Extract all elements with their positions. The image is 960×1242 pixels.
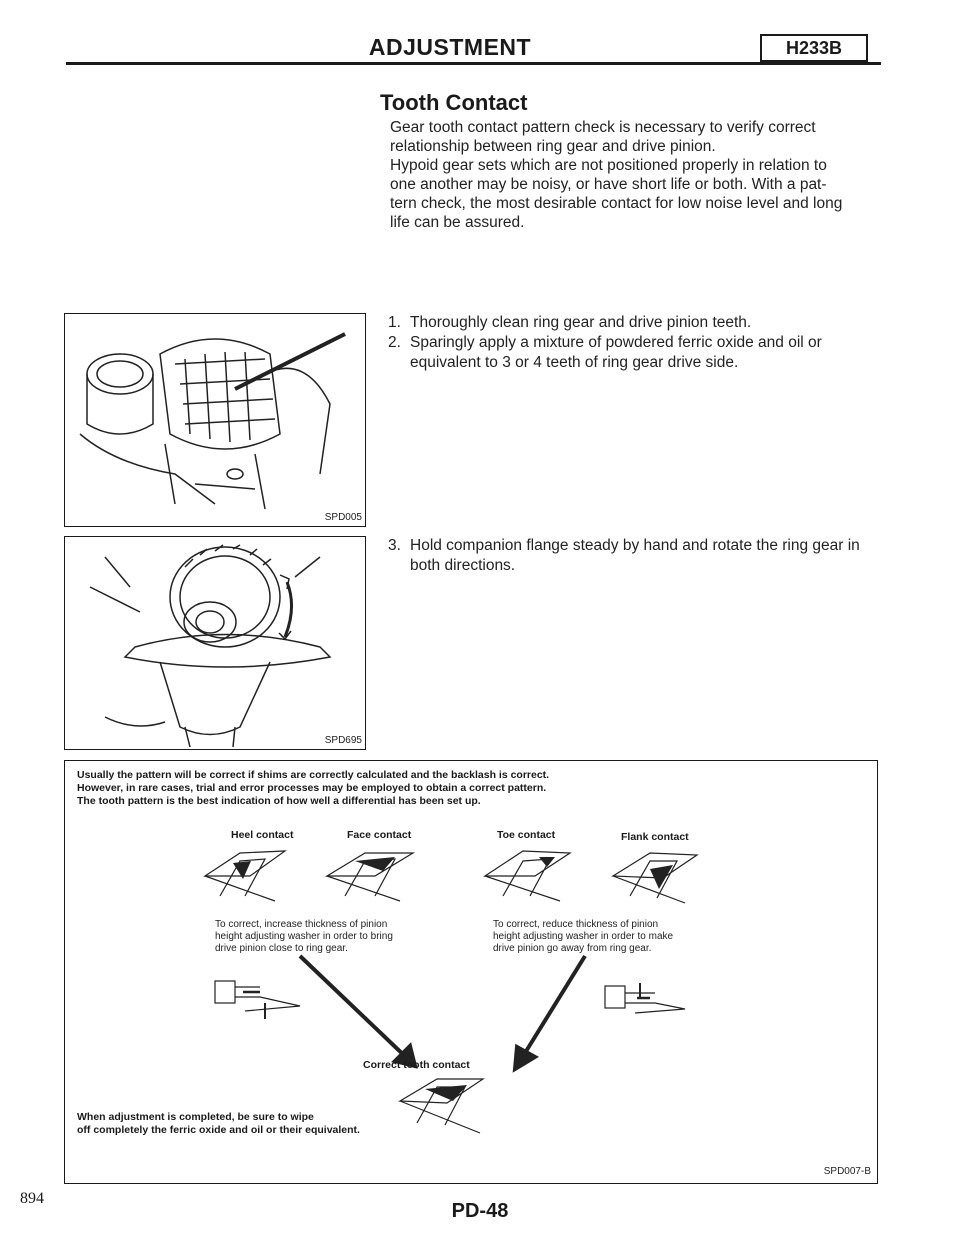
flank-contact-label: Flank contact (621, 831, 689, 843)
step-text: Sparingly apply a mixture of powdered ferric oxide and oil or equivalent to 3 or 4 teeth of ring gear drive side. (410, 334, 822, 371)
note-line: Usually the pattern will be correct if shims are correctly calculated and the backlash is correct. (77, 769, 550, 781)
correction-line: drive pinion close to ring gear. (215, 943, 348, 954)
figure-code: SPD007-B (823, 1166, 871, 1177)
step-1 (388, 313, 880, 333)
step-number: 2. (388, 334, 401, 351)
figure-apply-ferric-oxide (64, 313, 366, 527)
header-rule (66, 62, 881, 65)
intro-line: tern check, the most desirable contact for low noise level and long (390, 195, 843, 212)
final-note (77, 1111, 360, 1137)
correction-line: height adjusting washer in order to bring (215, 931, 393, 942)
toe-contact-label: Toe contact (497, 829, 556, 841)
left-correction-text (215, 919, 393, 955)
intro-line: Hypoid gear sets which are not positioned properly in relation to (390, 157, 827, 174)
left-page-number: 894 (20, 1190, 44, 1207)
note-line: However, in rare cases, trial and error processes may be employed to obtain a correct pattern. (77, 782, 547, 794)
section-code-badge: H233B (760, 34, 868, 62)
intro-line: life can be assured. (390, 214, 525, 231)
intro-line: one another may be noisy, or have short life or both. With a pat- (390, 176, 827, 193)
tooth-contact-diagram-box (64, 760, 878, 1184)
final-note-line: off completely the ferric oxide and oil or their equivalent. (77, 1124, 360, 1136)
differential-rotation-illustration (65, 537, 365, 749)
right-correction-text (493, 919, 673, 955)
step-text: Hold companion flange steady by hand and rotate the ring gear in both directions. (410, 537, 860, 574)
figure-rotate-ring-gear (64, 536, 366, 750)
intro-line: relationship between ring gear and drive pinion. (390, 138, 716, 155)
face-contact-label: Face contact (347, 829, 412, 841)
step-2 (388, 333, 880, 373)
figure-code: SPD005 (324, 512, 362, 523)
final-note-line: When adjustment is completed, be sure to wipe (77, 1111, 314, 1123)
correction-line: To correct, increase thickness of pinion (215, 919, 388, 930)
page-heading: ADJUSTMENT (368, 34, 532, 60)
step-3 (388, 536, 880, 576)
intro-line: Gear tooth contact pattern check is necessary to verify correct (390, 119, 816, 136)
gear-cleaning-illustration (65, 314, 365, 526)
page-number: PD-48 (451, 1200, 509, 1222)
step-text: Thoroughly clean ring gear and drive pinion teeth. (410, 314, 752, 331)
step-number: 1. (388, 314, 401, 331)
correction-line: height adjusting washer in order to make (493, 931, 674, 942)
figure-code: SPD695 (324, 735, 362, 746)
correction-line: To correct, reduce thickness of pinion (493, 919, 659, 930)
correction-line: drive pinion go away from ring gear. (493, 943, 652, 954)
section-title: Tooth Contact (380, 90, 528, 115)
step-number: 3. (388, 537, 401, 554)
correct-contact-label: Correct tooth contact (363, 1059, 470, 1071)
heel-contact-label: Heel contact (231, 829, 294, 841)
note-line: The tooth pattern is the best indication of how well a differential has been set up. (77, 795, 481, 807)
intro-paragraph (390, 118, 890, 232)
